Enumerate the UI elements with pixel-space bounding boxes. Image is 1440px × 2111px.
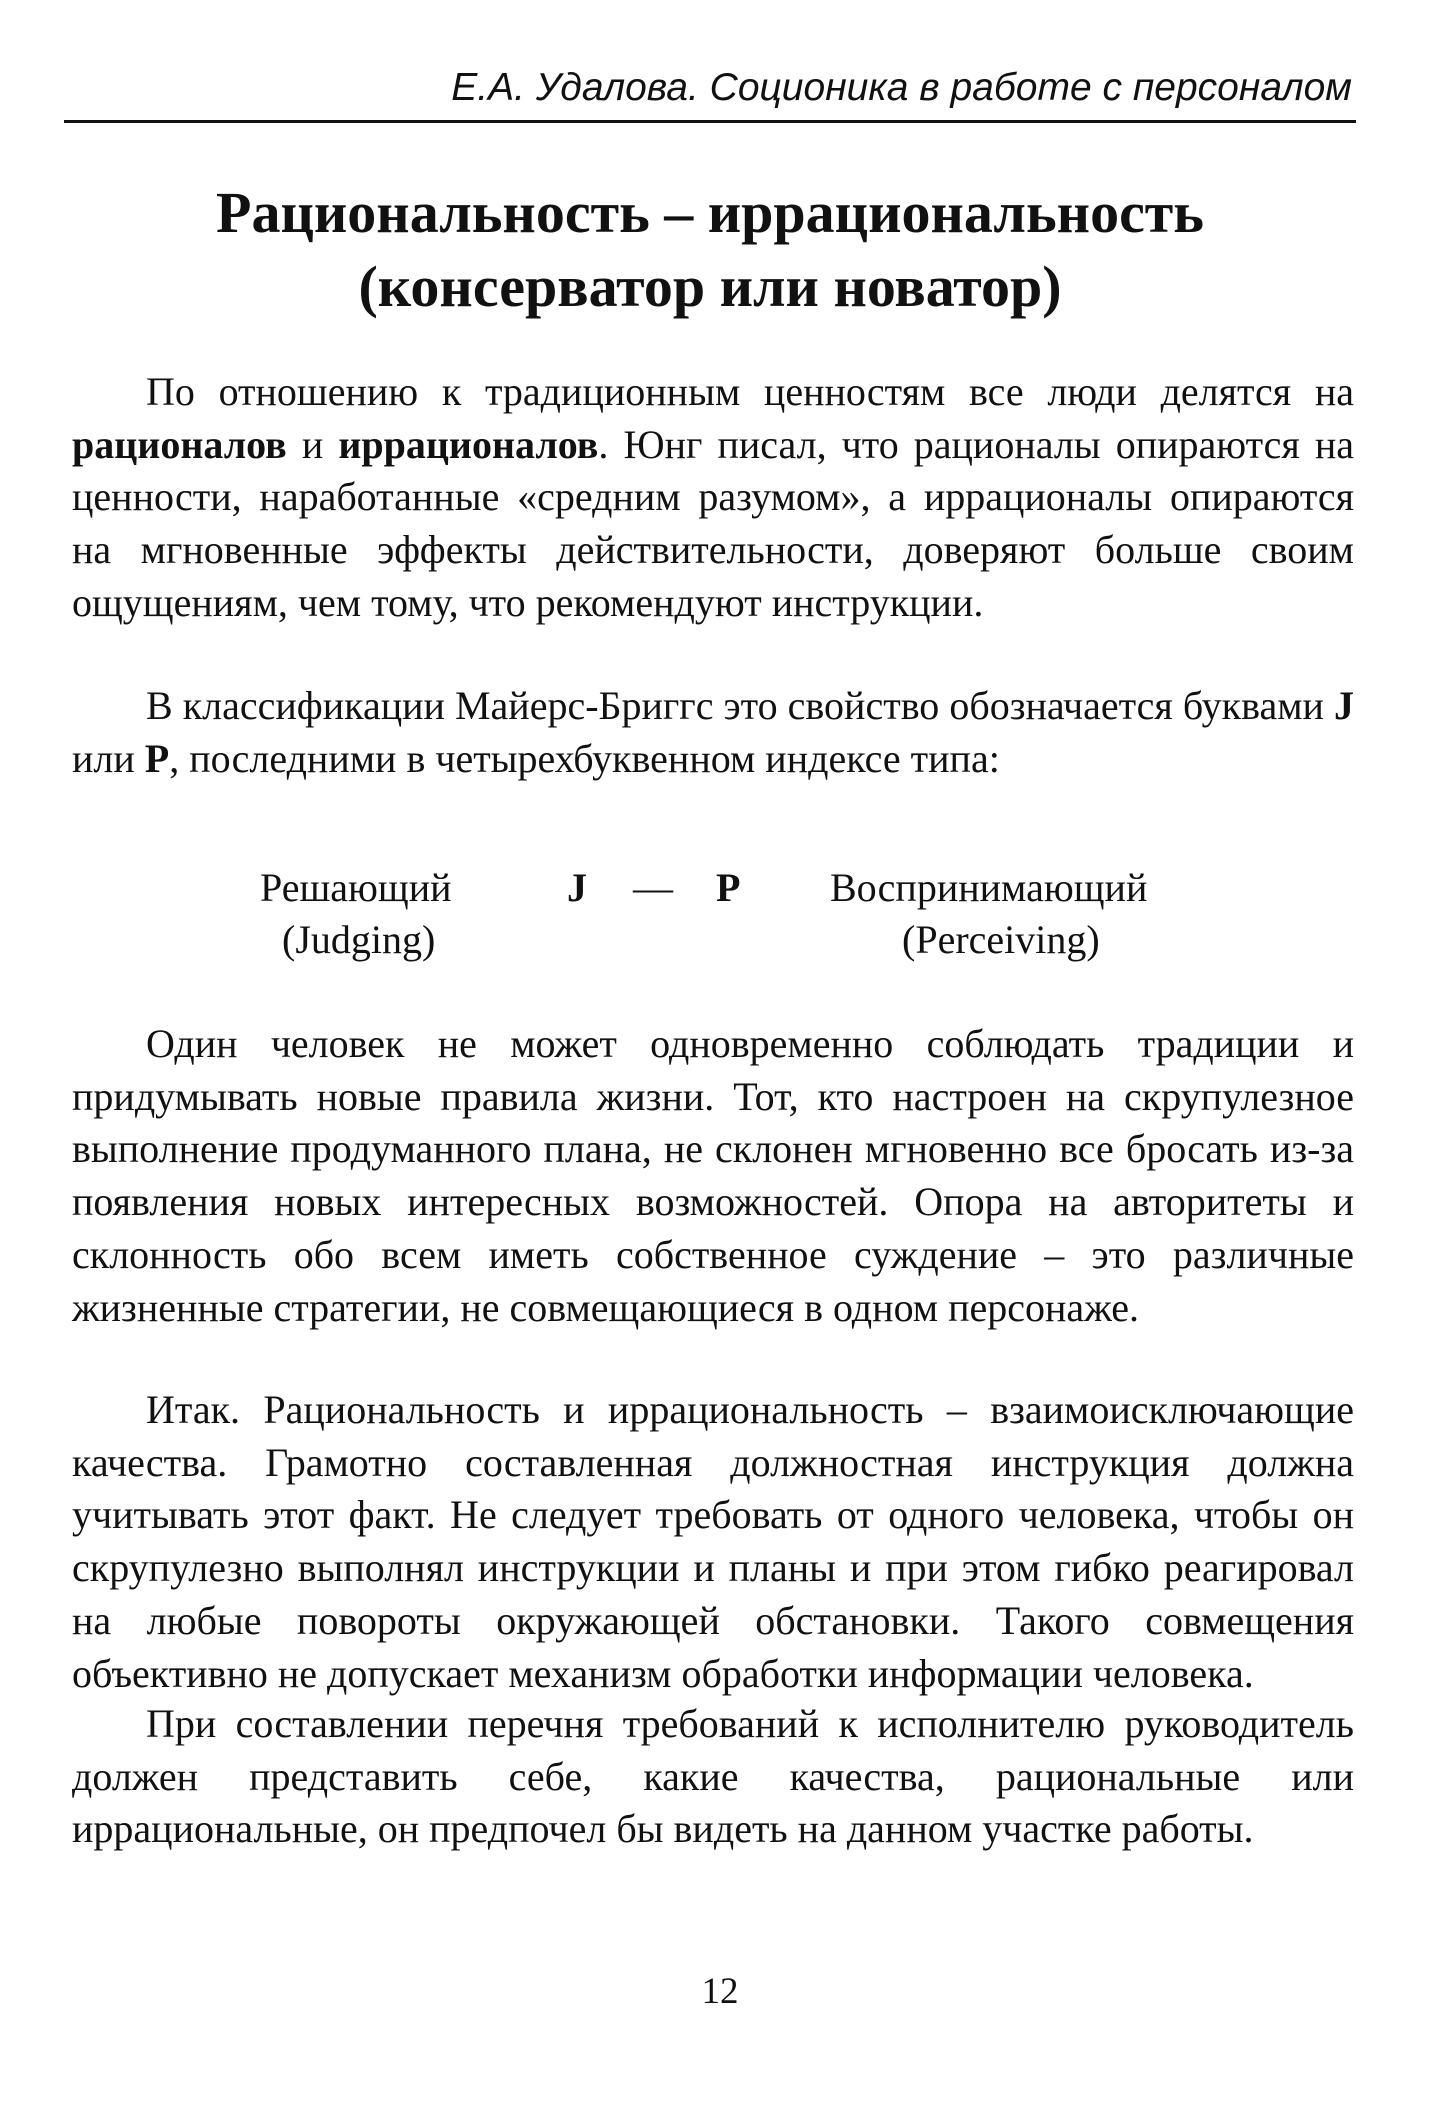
paragraph-2-text-c: , последними в четырехбуквенном индексе типа: <box>169 735 1000 781</box>
paragraph-5: При составлении перечня требований к исполнителю руководитель должен представить себе, какие качества, рациональные или иррациональные, он предпочел бы видеть на данном участке работы. <box>72 1701 1354 1852</box>
paragraph-3: Один человек не может одновременно соблюдать традиции и придумывать новые правила жизни. Тот, кто настроен на скрупулезное выполнение продуманного плана, не склонен мгновенно все бросать из-за появления новых интересных возможностей. Опора на авторитеты и склонность обо всем иметь собственное суждение – это различные жизненные стратегии, не совмещающиеся в одном персонаже. <box>72 1021 1354 1330</box>
paragraph-1 <box>72 366 1354 630</box>
perceiving-letter: P <box>716 865 741 910</box>
page-number: 12 <box>701 1971 739 2012</box>
paragraph-2-text-b: или <box>72 735 145 781</box>
term-rationals: рационалов <box>72 421 287 467</box>
dichotomy-dash: — <box>633 865 673 910</box>
perceiving-label: Воспринимающий <box>830 865 1148 910</box>
paragraph-2 <box>72 680 1354 785</box>
header-divider <box>64 120 1356 123</box>
chapter-title-line-1: Рациональность – иррациональность <box>216 180 1204 245</box>
letter-p: P <box>144 735 170 781</box>
judging-english: (Judging) <box>282 917 436 962</box>
chapter-title <box>64 176 1356 324</box>
letter-j: J <box>1334 683 1354 728</box>
judging-letter: J <box>567 865 587 910</box>
running-header: Е.А. Удалова. Соционика в работе с персоналом <box>451 66 1352 109</box>
paragraph-4: Итак. Рациональность и иррациональность – взаимоисключающие качества. Грамотно составленная должностная инструкция должна учитывать этот факт. Не следует требовать от одного человека, чтобы он скрупулезно выполнял инструкции и планы и при этом гибко реагировал на любые повороты окружающей обстановки. Такого совмещения объективно не допускает механизм обработки информации человека. <box>72 1387 1354 1696</box>
paragraph-1-text-a: По отношению к традиционным ценностям все люди делятся на <box>146 369 1354 414</box>
perceiving-english: (Perceiving) <box>902 917 1100 962</box>
paragraph-1-text-c: . Юнг писал, что рационалы опираются на ценности, наработанные «средним разумом», а иррационалы опираются на мгновенные эффекты действительности, доверяют больше своим ощущениям, чем тому, что рекомендуют инструкции. <box>72 421 1355 625</box>
paragraph-2-text-a: В классификации Майерс-Бриггс это свойство обозначается буквами <box>146 683 1334 728</box>
paragraph-1-text-b: и <box>286 421 339 467</box>
term-irrationals: иррационалов <box>338 421 599 467</box>
judging-label: Решающий <box>260 865 452 910</box>
chapter-title-line-2: (консерватор или новатор) <box>358 254 1062 319</box>
